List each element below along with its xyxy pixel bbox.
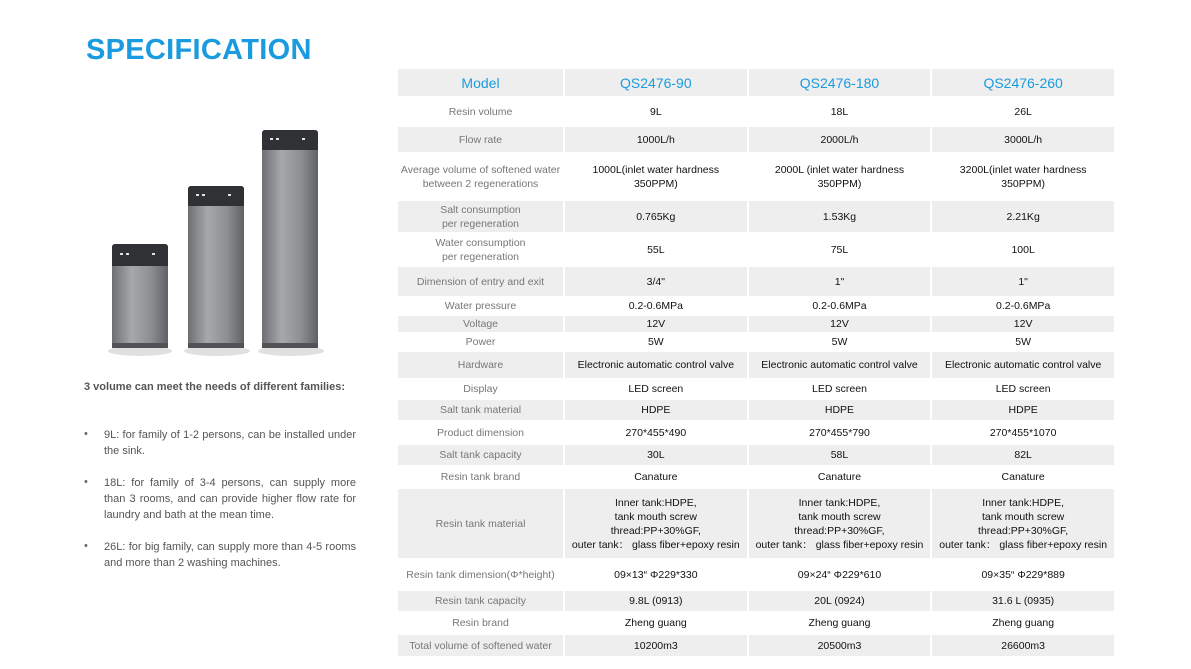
- table-cell: 20500m3: [748, 634, 932, 657]
- table-cell: 58L: [748, 444, 932, 466]
- table-cell: 100L: [931, 233, 1115, 266]
- table-cell: Zheng guang: [931, 612, 1115, 634]
- table-cell: 26600m3: [931, 634, 1115, 657]
- table-cell: 1": [931, 266, 1115, 297]
- table-cell: 9L: [564, 97, 748, 126]
- row-label: Water consumption per regeneration: [397, 233, 564, 266]
- table-row: [397, 488, 1115, 559]
- table-cell: 20L (0924): [748, 590, 932, 612]
- table-cell: 1.53Kg: [748, 200, 932, 233]
- table-row: [397, 612, 1115, 634]
- table-cell: 270*455*490: [564, 421, 748, 444]
- table-cell: 0.2-0.6MPa: [748, 297, 932, 315]
- bullet-9l: • 9L: for family of 1-2 persons, can be installed under the sink.: [84, 427, 356, 459]
- row-label: Total volume of softened water: [397, 634, 564, 657]
- product-26l-unit: [262, 130, 318, 348]
- row-label: Display: [397, 379, 564, 399]
- header-model: Model: [397, 68, 564, 97]
- row-label: Water pressure: [397, 297, 564, 315]
- table-cell: 26L: [931, 97, 1115, 126]
- row-label: Voltage: [397, 315, 564, 333]
- table-cell: Zheng guang: [748, 612, 932, 634]
- table-cell: 3/4": [564, 266, 748, 297]
- table-cell: Inner tank:HDPE, tank mouth screw thread:PP+30%GF, outer tank： glass fiber+epoxy resin: [564, 488, 748, 559]
- table-cell: 1": [748, 266, 932, 297]
- table-cell: 5W: [931, 333, 1115, 351]
- table-row: [397, 590, 1115, 612]
- table-cell: 1000L(inlet water hardness 350PPM): [564, 153, 748, 200]
- table-row: [397, 233, 1115, 266]
- table-cell: 9.8L (0913): [564, 590, 748, 612]
- table-cell: Zheng guang: [564, 612, 748, 634]
- table-row: [397, 126, 1115, 153]
- table-row: [397, 297, 1115, 315]
- row-label: Resin volume: [397, 97, 564, 126]
- table-cell: 0.2-0.6MPa: [564, 297, 748, 315]
- table-row: [397, 351, 1115, 379]
- table-row: [397, 444, 1115, 466]
- intro-text: 3 volume can meet the needs of different families:: [84, 381, 346, 393]
- table-cell: 09×24“ Φ229*610: [748, 559, 932, 590]
- row-label: Salt consumption per regeneration: [397, 200, 564, 233]
- table-row: [397, 634, 1115, 657]
- row-label: Resin brand: [397, 612, 564, 634]
- table-cell: Electronic automatic control valve: [748, 351, 932, 379]
- product-9l-unit: [112, 244, 168, 348]
- table-cell: Inner tank:HDPE, tank mouth screw thread:PP+30%GF, outer tank： glass fiber+epoxy resin: [748, 488, 932, 559]
- table-cell: Inner tank:HDPE, tank mouth screw thread:PP+30%GF, outer tank： glass fiber+epoxy resin: [931, 488, 1115, 559]
- header-model-3: QS2476-260: [931, 68, 1115, 97]
- table-cell: 09×13“ Φ229*330: [564, 559, 748, 590]
- table-cell: 2000L (inlet water hardness 350PPM): [748, 153, 932, 200]
- table-cell: 12V: [748, 315, 932, 333]
- row-label: Product dimension: [397, 421, 564, 444]
- table-cell: 31.6 L (0935): [931, 590, 1115, 612]
- table-cell: LED screen: [564, 379, 748, 399]
- table-cell: 270*455*790: [748, 421, 932, 444]
- table-row: [397, 466, 1115, 488]
- row-label: Resin tank dimension(Φ*height): [397, 559, 564, 590]
- table-cell: Canature: [931, 466, 1115, 488]
- row-label: Resin tank brand: [397, 466, 564, 488]
- table-row: [397, 559, 1115, 590]
- volume-bullet-list: [84, 427, 356, 587]
- bullet-18l: • 18L: for family of 3-4 persons, can supply more than 3 rooms, and can provide higher flow rate for laundry and bath at the mean time.: [84, 475, 356, 523]
- table-cell: 2.21Kg: [931, 200, 1115, 233]
- table-cell: 3000L/h: [931, 126, 1115, 153]
- page-title: SPECIFICATION: [86, 34, 312, 66]
- table-cell: 0.765Kg: [564, 200, 748, 233]
- table-row: [397, 399, 1115, 421]
- row-label: Salt tank material: [397, 399, 564, 421]
- row-label: Hardware: [397, 351, 564, 379]
- table-cell: 12V: [564, 315, 748, 333]
- table-cell: HDPE: [748, 399, 932, 421]
- table-row: [397, 379, 1115, 399]
- table-cell: 55L: [564, 233, 748, 266]
- table-cell: 2000L/h: [748, 126, 932, 153]
- table-cell: LED screen: [931, 379, 1115, 399]
- row-label: Salt tank capacity: [397, 444, 564, 466]
- table-cell: 5W: [748, 333, 932, 351]
- table-row: [397, 266, 1115, 297]
- table-cell: 0.2-0.6MPa: [931, 297, 1115, 315]
- table-row: [397, 333, 1115, 351]
- table-cell: Electronic automatic control valve: [931, 351, 1115, 379]
- table-cell: 09×35“ Φ229*889: [931, 559, 1115, 590]
- product-image: [100, 120, 340, 360]
- row-label: Dimension of entry and exit: [397, 266, 564, 297]
- table-cell: LED screen: [748, 379, 932, 399]
- product-18l-unit: [188, 186, 244, 348]
- bullet-26l: • 26L: for big family, can supply more than 4-5 rooms and more than 2 washing machines.: [84, 539, 356, 571]
- table-cell: 5W: [564, 333, 748, 351]
- table-cell: 3200L(inlet water hardness 350PPM): [931, 153, 1115, 200]
- table-row: [397, 97, 1115, 126]
- table-cell: 12V: [931, 315, 1115, 333]
- table-header-row: [397, 68, 1115, 97]
- table-cell: 10200m3: [564, 634, 748, 657]
- table-cell: Electronic automatic control valve: [564, 351, 748, 379]
- row-label: Power: [397, 333, 564, 351]
- table-row: [397, 153, 1115, 200]
- table-cell: 75L: [748, 233, 932, 266]
- row-label: Flow rate: [397, 126, 564, 153]
- table-cell: HDPE: [564, 399, 748, 421]
- header-model-2: QS2476-180: [748, 68, 932, 97]
- table-cell: 18L: [748, 97, 932, 126]
- header-model-1: QS2476-90: [564, 68, 748, 97]
- table-row: [397, 200, 1115, 233]
- table-cell: 30L: [564, 444, 748, 466]
- table-cell: HDPE: [931, 399, 1115, 421]
- specification-table: [396, 67, 1116, 658]
- row-label: Resin tank capacity: [397, 590, 564, 612]
- row-label: Resin tank material: [397, 488, 564, 559]
- table-cell: 270*455*1070: [931, 421, 1115, 444]
- table-row: [397, 421, 1115, 444]
- table-cell: 1000L/h: [564, 126, 748, 153]
- table-cell: Canature: [564, 466, 748, 488]
- table-cell: Canature: [748, 466, 932, 488]
- row-label: Average volume of softened water between 2 regenerations: [397, 153, 564, 200]
- table-cell: 82L: [931, 444, 1115, 466]
- table-row: [397, 315, 1115, 333]
